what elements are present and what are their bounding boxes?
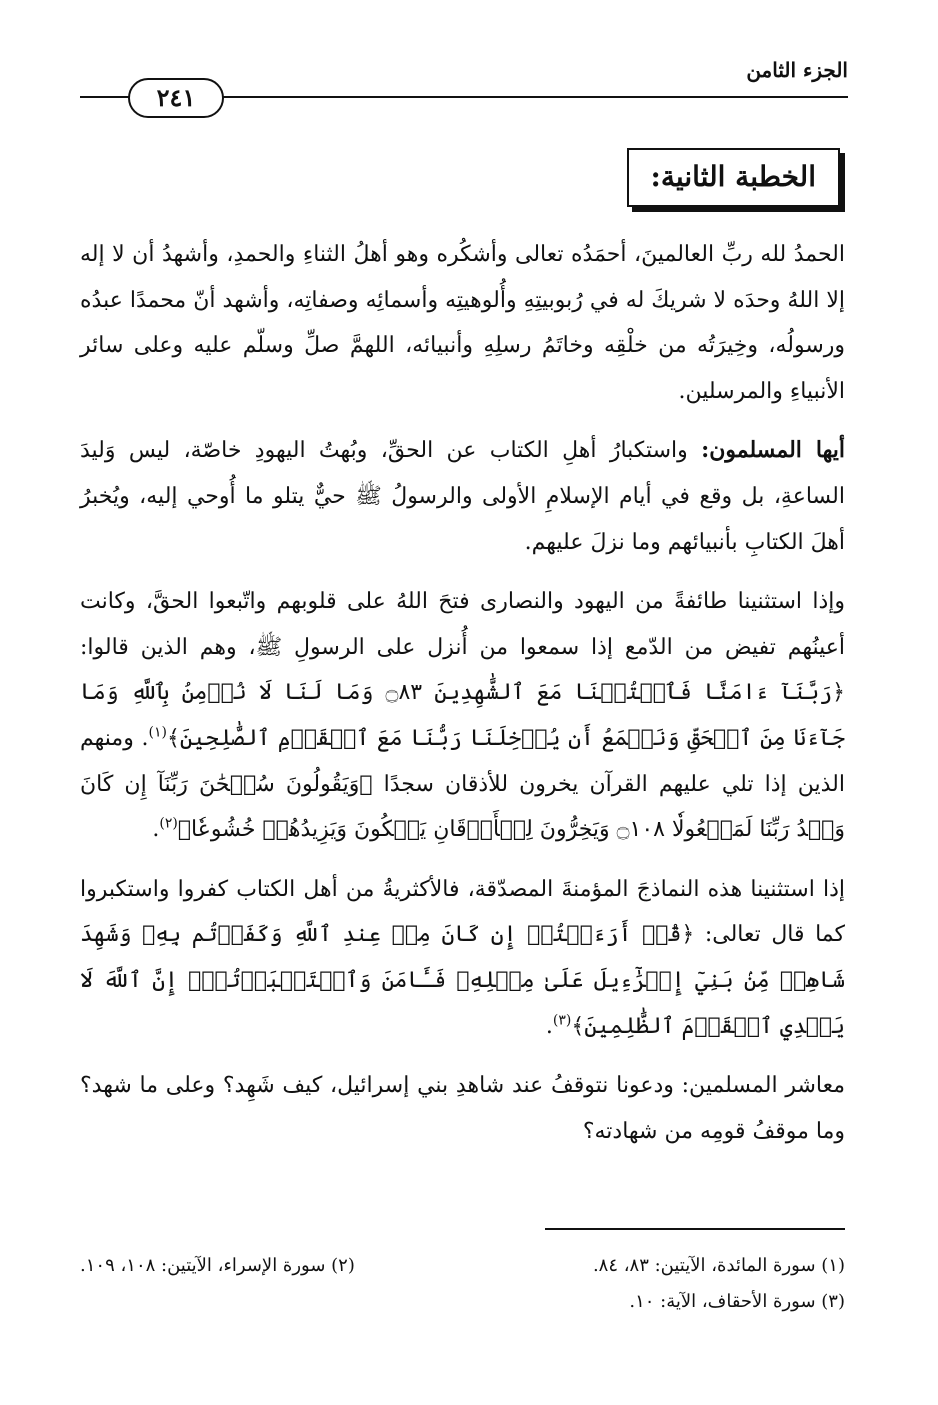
paragraph-text: .	[545, 1013, 553, 1039]
paragraph-text: .	[152, 817, 160, 843]
paragraph-text: إذا استثنينا هذه النماذجَ المؤمنةَ المصدّقة، فالأكثريةُ من أهل الكتاب كفروا واستكبروا كما قال تعالى:	[80, 876, 845, 948]
section-heading: الخطبة الثانية:	[627, 148, 840, 207]
paragraph-1: الحمدُ لله ربِّ العالمينَ، أحمَدُه تعالى وأشكُره وهو أهلُ الثناءِ والحمدِ، وأشهدُ أن لا إله إلا اللهُ وحدَه لا شريكَ له في رُبوبيتِهِ وأُلوهيتِه وأسمائِه وصفاتِه، وأشهد أنّ محمدًا عبدُه ورسولُه، وخِيرَتُه من خلْقِه وخاتَمُ رسلِهِ وأنبيائه، اللهمَّ صلِّ وسلّم عليه وعلى سائر الأنبياءِ والمرسلين.	[80, 242, 845, 404]
footnote-marker: (١)	[148, 724, 167, 741]
footnote-rule	[545, 1228, 845, 1230]
footnote-marker: (٢)	[159, 815, 178, 832]
paragraph-text: واستكبارُ أهلِ الكتاب عن الحقِّ، وبُهتُ اليهودِ خاصّة، ليس وَليدَ الساعةِ، بل وقع في أيام الإسلامِ الأولى والرسولُ ﷺ حيٌّ يتلو ما أُوحي إليه، ويُخبرُ أهلَ الكتابِ بأنبيائهم وما نزلَ عليهم.	[80, 438, 845, 555]
quran-verse: ﴿وَيَقُولُونَ سُبۡحَٰنَ رَبِّنَآ إِن كَانَ وَعۡدُ رَبِّنَا لَمَفۡعُولٗا ۝١٠٨ وَيَخِرُّونَ لِلۡأَذۡقَانِ يَبۡكُونَ وَيَزِيدُهُمۡ خُشُوعٗا﴾	[80, 771, 845, 843]
footnote-1: (١) سورة المائدة، الآيتين: ٨٣، ٨٤.	[592, 1255, 845, 1276]
footnote-marker: (٣)	[552, 1012, 572, 1029]
running-title: الجزء الثامن	[746, 58, 848, 82]
paragraph-text: وإذا استثنينا طائفةً من اليهود والنصارى فتحَ اللهُ على قلوبهم واتّبعوا الحقَّ، وكانت أعينُهم تفيض من الدّمع إذا سمعوا من أُنزل على الرسولِ ﷺ، وهم الذين قالوا:	[80, 589, 845, 660]
quran-verse: ﴿قُلۡ أَرَءَيۡتُمۡ إِن كَانَ مِنۡ عِندِ ٱللَّهِ وَكَفَرۡتُم بِهِۦ وَشَهِدَ شَاهِدٞ مِّنۢ بَنِيٓ إِسۡرَٰٓءِيلَ عَلَىٰ مِثۡلِهِۦ فَـَٔامَنَ وَٱسۡتَكۡبَرۡتُمۡۚ إِنَّ ٱللَّهَ لَا يَهۡدِي ٱلۡقَوۡمَ ٱلظَّٰلِمِينَ﴾	[80, 922, 845, 1039]
footnote-row	[80, 1284, 845, 1320]
footnote-3: (٣) سورة الأحقاف، الآية: ١٠.	[629, 1291, 845, 1312]
body-text	[80, 232, 845, 1168]
paragraph-2	[80, 428, 845, 565]
footnotes	[80, 1248, 845, 1320]
footnote-2: (٢) سورة الإسراء، الآيتين: ١٠٨، ١٠٩.	[80, 1255, 355, 1276]
paragraph-4	[80, 867, 845, 1049]
footnote-row	[80, 1248, 845, 1284]
paragraph-5: معاشر المسلمين: ودعونا نتوقفُ عند شاهدِ بني إسرائيل، كيف شَهِد؟ وعلى ما شهد؟ وما موقفُ قومِه من شهادته؟	[80, 1073, 845, 1144]
paragraph-text: . ومنهم الذين إذا تلي عليهم القرآن يخرون للأذقان سجدًا	[80, 725, 846, 797]
quran-verse: ﴿رَبَّنَآ ءَامَنَّا فَٱكۡتُبۡنَا مَعَ ٱلشَّٰهِدِينَ ۝٨٣ وَمَا لَنَا لَا نُؤۡمِنُ بِٱللَّهِ وَمَا جَآءَنَا مِنَ ٱلۡحَقِّ وَنَطۡمَعُ أَن يُدۡخِلَنَا رَبُّنَا مَعَ ٱلۡقَوۡمِ ٱلصَّٰلِحِينَ﴾	[80, 680, 845, 751]
paragraph-lead: أيها المسلمون:	[701, 437, 846, 464]
page-number: ٢٤١	[128, 78, 224, 118]
paragraph-3	[80, 579, 845, 853]
